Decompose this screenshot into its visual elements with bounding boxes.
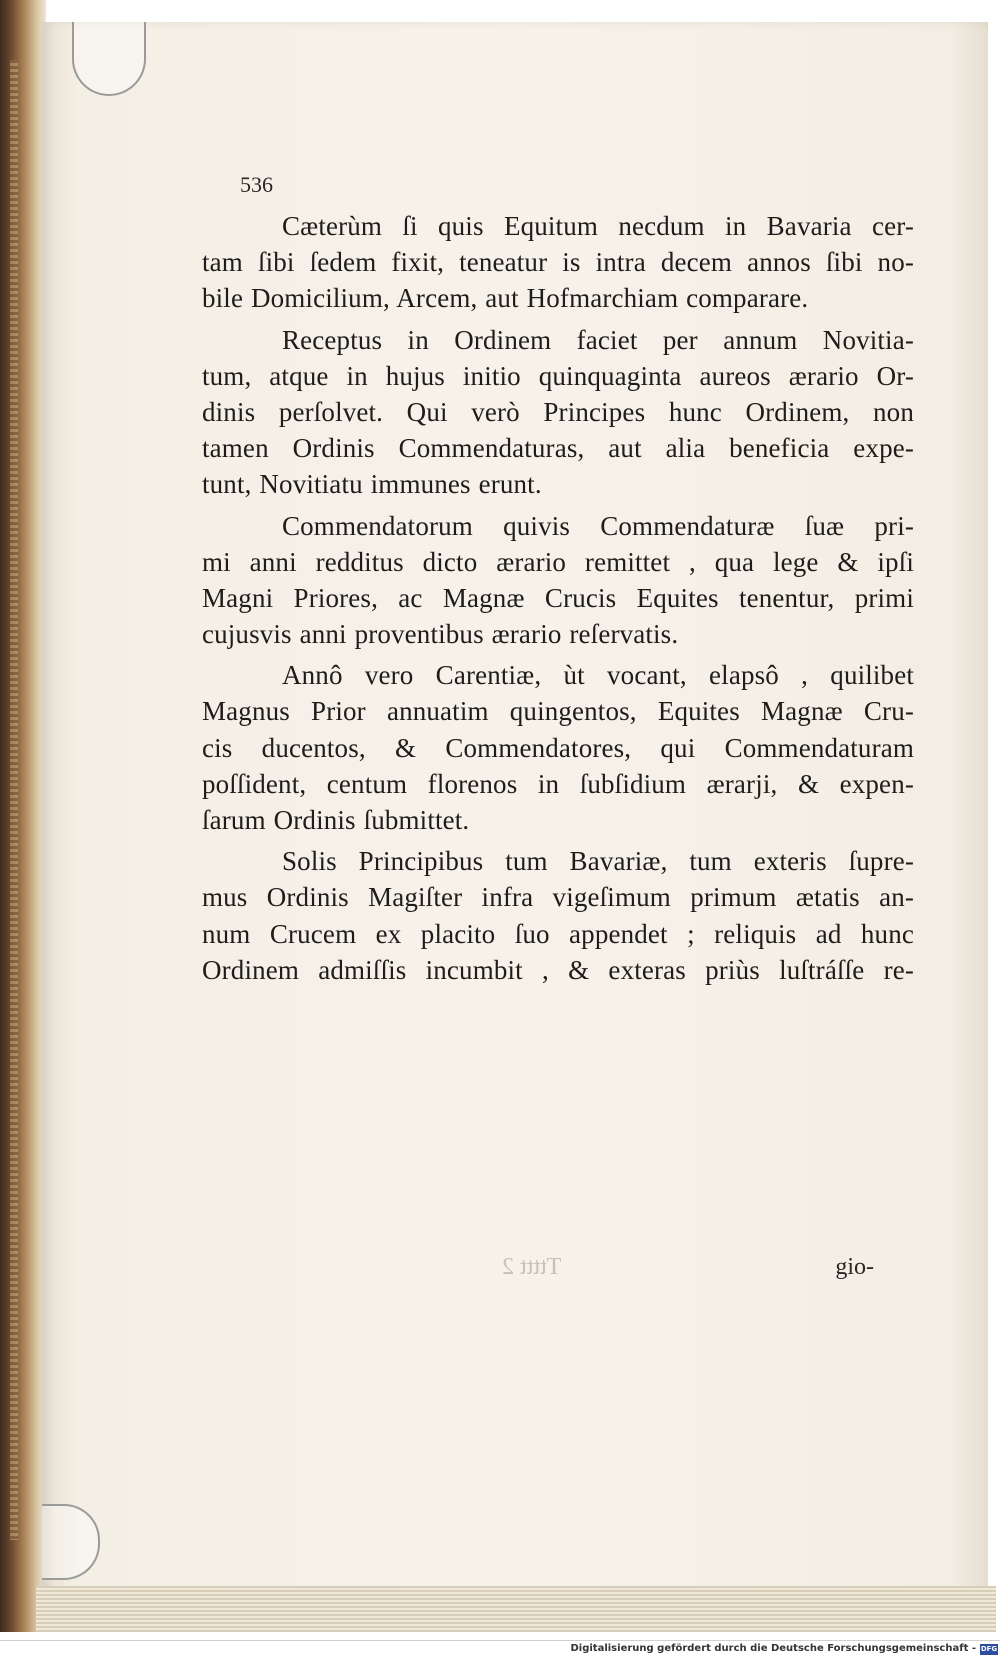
page-stack-bottom [36, 1586, 996, 1632]
footer-credit: Digitalisierung gefördert durch die Deutsche Forschungsgemeinschaft - [570, 1643, 976, 1654]
text-line: tum, atque in hujus initio quinquaginta aureos ærario Or- [202, 360, 914, 391]
page-foot [202, 1254, 914, 1294]
dfg-logo: DFG [980, 1645, 998, 1653]
text-line: cujusvis anni proventibus ærario reſervatis. [202, 619, 679, 650]
text-line: mi anni redditus dicto ærario remittet , qua lege & ipſi [202, 546, 914, 577]
catchword: gio- [835, 1254, 874, 1280]
body-text [202, 208, 914, 993]
text-line: Cæterùm ſi quis Equitum necdum in Bavaria cer- [282, 211, 914, 241]
paragraph-2 [202, 322, 914, 503]
paragraph-5 [202, 843, 914, 988]
footer-bar [0, 1640, 1000, 1659]
text-line: Magnus Prior annuatim quingentos, Equites Magnæ Cru- [202, 696, 914, 727]
text-line: tam ſibi ſedem fixit, teneatur is intra decem annos ſibi no- [202, 247, 914, 278]
text-line: Receptus in Ordinem faciet per annum Novitia- [282, 324, 914, 355]
paragraph-3 [202, 508, 914, 653]
text-line: Commendatorum quivis Commendaturæ ſuæ pri- [282, 510, 914, 541]
text-line: Annô vero Carentiæ, ùt vocant, elapsô , quilibet [282, 660, 914, 691]
text-line: bile Domicilium, Arcem, aut Hofmarchiam comparare. [202, 283, 809, 314]
text-line: Ordinem admiſſis incumbit , & exteras priùs luſtráſſe re- [202, 954, 914, 985]
text-line: poſſident, centum florenos in ſubſidium ærarji, & expen- [202, 768, 914, 799]
signature-mark: Ttttt 2 [502, 1254, 562, 1280]
text-line: mus Ordinis Magiſter infra vigeſimum primum ætatis an- [202, 882, 914, 913]
book-page-edge [0, 0, 46, 1632]
text-line: cis ducentos, & Commendatores, qui Commendaturam [202, 732, 914, 763]
page-number: 536 [240, 172, 273, 197]
text-line: tamen Ordinis Commendaturas, aut alia beneficia expe- [202, 433, 914, 464]
text-line: tunt, Novitiatu immunes erunt. [202, 469, 542, 500]
text-line: dinis perſolvet. Qui verò Principes hunc Ordinem, non [202, 396, 914, 427]
text-line: Magni Priores, ac Magnæ Crucis Equites tenentur, primi [202, 582, 914, 613]
text-line: num Crucem ex placito ſuo appendet ; reliquis ad hunc [202, 918, 914, 949]
paragraph-4 [202, 657, 914, 838]
text-line: ſarum Ordinis ſubmittet. [202, 805, 470, 835]
text-line: Solis Principibus tum Bavariæ, tum exteris ſupre- [282, 846, 914, 877]
paragraph-1 [202, 208, 914, 317]
page-clip-top [72, 22, 146, 96]
